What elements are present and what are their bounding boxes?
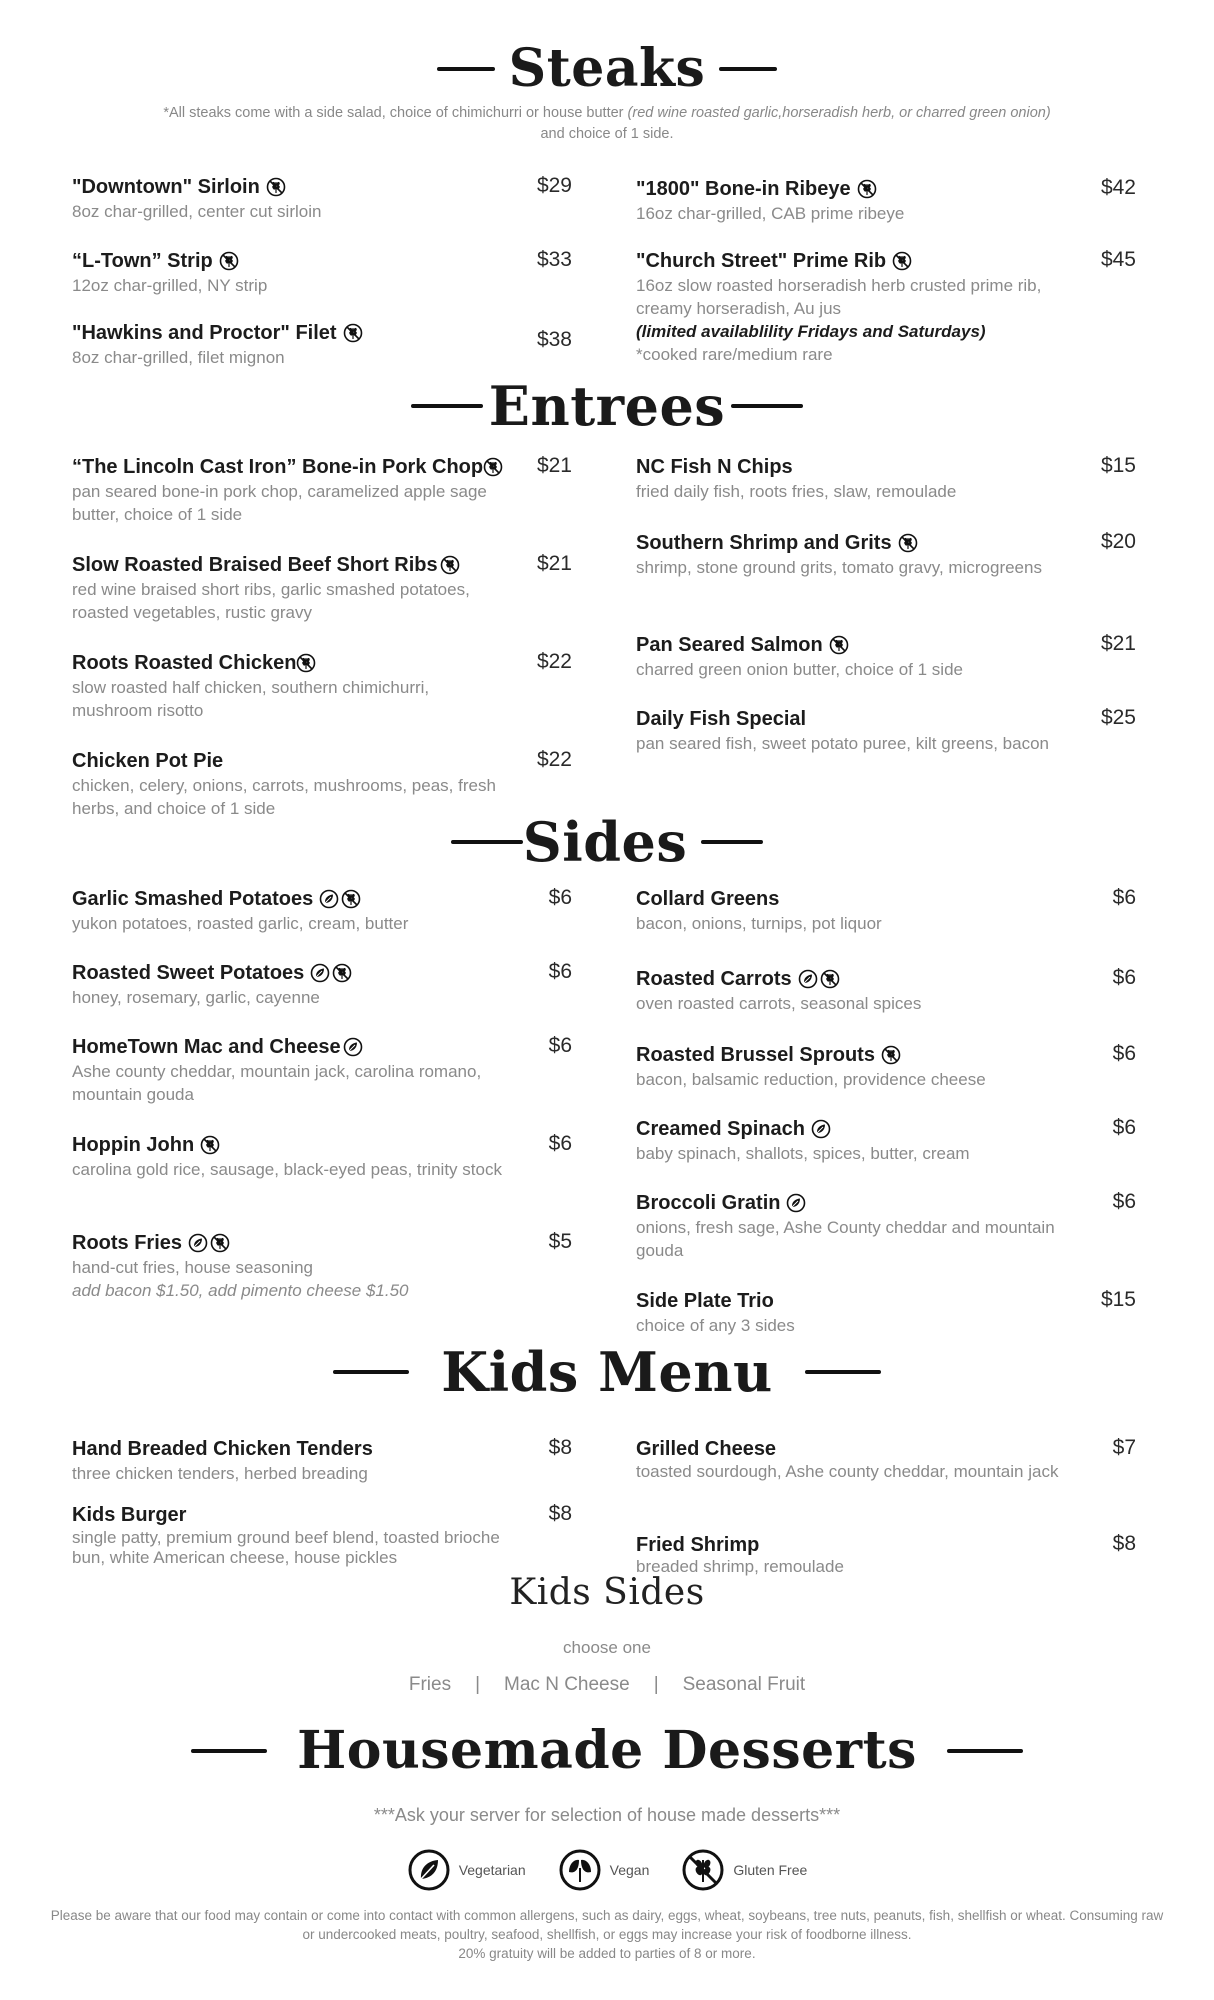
vegetarian-leaf-icon xyxy=(786,1193,806,1213)
item-name: "Hawkins and Proctor" Filet xyxy=(72,322,337,344)
item-name: Roots Fries xyxy=(72,1232,183,1254)
steaks-note-text: *All steaks come with a side salad, choice of chimichurri or house butter xyxy=(163,105,628,121)
gluten-free-icon xyxy=(681,1848,725,1892)
item-description: charred green onion butter, choice of 1 side xyxy=(636,660,963,679)
menu-item xyxy=(72,1502,572,1568)
item-name: Roasted Brussel Sprouts xyxy=(636,1044,875,1066)
item-name: Roots Roasted Chicken xyxy=(72,652,297,674)
item-description: honey, rosemary, garlic, cayenne xyxy=(72,988,320,1007)
gluten-free-icon xyxy=(296,653,316,673)
gluten-free-icon xyxy=(440,555,460,575)
item-name: “L-Town” Strip xyxy=(72,250,213,272)
item-description: bacon, onions, turnips, pot liquor xyxy=(636,914,882,933)
item-name: Daily Fish Special xyxy=(636,708,807,730)
item-name: HomeTown Mac and Cheese xyxy=(72,1036,341,1058)
legend-vegan xyxy=(558,1848,650,1892)
item-description: bacon, balsamic reduction, providence cheese xyxy=(636,1070,986,1089)
menu-item xyxy=(72,1034,572,1106)
header-rule xyxy=(719,67,777,71)
legend-label: Gluten Free xyxy=(733,1862,808,1878)
header-rule xyxy=(333,1370,409,1374)
menu-item xyxy=(72,248,572,297)
header-rule xyxy=(411,404,483,408)
menu-item xyxy=(72,320,572,369)
item-price: $21 xyxy=(536,454,572,477)
item-description: toasted sourdough, Ashe county cheddar, mountain jack xyxy=(636,1462,1059,1481)
legend-gluten-free xyxy=(681,1848,807,1892)
kids-side-option: Mac N Cheese xyxy=(504,1674,630,1695)
item-description: 8oz char-grilled, filet mignon xyxy=(72,348,285,367)
item-price: $5 xyxy=(548,1230,572,1253)
menu-item xyxy=(636,176,1136,225)
kids-sides-subtitle: choose one xyxy=(563,1638,651,1657)
gluten-free-icon xyxy=(857,179,877,199)
item-name: Side Plate Trio xyxy=(636,1290,774,1312)
item-price: $15 xyxy=(1100,1288,1136,1311)
menu-item xyxy=(72,886,572,935)
item-name: Slow Roasted Braised Beef Short Ribs xyxy=(72,554,438,576)
item-name: Garlic Smashed Potatoes xyxy=(72,888,314,910)
menu-item xyxy=(636,1288,1136,1337)
gluten-free-icon xyxy=(892,251,912,271)
menu-item xyxy=(72,174,572,223)
item-price: $6 xyxy=(1112,966,1136,989)
item-cook-note: *cooked rare/medium rare xyxy=(636,345,833,364)
item-name: "Church Street" Prime Rib xyxy=(636,250,887,272)
menu-item xyxy=(72,454,572,526)
item-price: $42 xyxy=(1100,176,1136,199)
gratuity-note: 20% gratuity will be added to parties of 8 or more. xyxy=(458,1946,756,1961)
item-price: $6 xyxy=(548,1132,572,1155)
allergen-disclaimer: Please be aware that our food may contain or come into contact with common allergens, such as dairy, eggs, wheat, soybeans, tree nuts, peanuts, fish, shellfish or wheat. Consuming raw or undercooked meats, poultry, seafood, shellfish, or eggs may increase your risk of foodborne illness. xyxy=(50,1908,1164,1942)
gluten-free-icon xyxy=(898,533,918,553)
item-price: $20 xyxy=(1100,530,1136,553)
kids-menu-title: Kids Menu xyxy=(441,1340,773,1404)
item-description: hand-cut fries, house seasoning xyxy=(72,1258,313,1277)
gluten-free-icon xyxy=(341,889,361,909)
menu-item xyxy=(72,552,572,624)
steaks-note-italic: (red wine roasted garlic,horseradish herb, or charred green onion) xyxy=(627,105,1051,121)
item-price: $45 xyxy=(1100,248,1136,271)
item-description: baby spinach, shallots, spices, butter, cream xyxy=(636,1144,970,1163)
item-price: $6 xyxy=(548,886,572,909)
item-description: slow roasted half chicken, southern chimichurri, mushroom risotto xyxy=(72,678,430,720)
menu-item xyxy=(636,706,1136,755)
item-description: breaded shrimp, remoulade xyxy=(636,1557,844,1576)
item-description: yukon potatoes, roasted garlic, cream, butter xyxy=(72,914,409,933)
item-name: Hand Breaded Chicken Tenders xyxy=(72,1438,373,1460)
legend-label: Vegan xyxy=(609,1862,650,1878)
kids-side-option: Fries xyxy=(408,1674,452,1695)
menu-item xyxy=(636,248,1136,366)
menu-item xyxy=(72,960,572,1009)
item-availability-note: (limited availablility Fridays and Saturdays) xyxy=(636,322,986,341)
item-name: Fried Shrimp xyxy=(636,1534,760,1556)
item-price: $15 xyxy=(1100,454,1136,477)
vegan-leaf-icon xyxy=(558,1848,602,1892)
menu-item xyxy=(72,650,572,722)
vegetarian-leaf-icon xyxy=(310,963,330,983)
vegetarian-leaf-icon xyxy=(319,889,339,909)
item-price: $21 xyxy=(536,552,572,575)
vegetarian-leaf-icon xyxy=(811,1119,831,1139)
legend-vegetarian xyxy=(407,1848,526,1892)
kids-side-option: Seasonal Fruit xyxy=(682,1674,806,1695)
item-price: $29 xyxy=(536,174,572,197)
item-description: 16oz char-grilled, CAB prime ribeye xyxy=(636,204,905,223)
item-description: Ashe county cheddar, mountain jack, carolina romano, mountain gouda xyxy=(72,1062,482,1104)
desserts-header xyxy=(0,1720,1214,1781)
item-name: Kids Burger xyxy=(72,1504,187,1526)
gluten-free-icon xyxy=(266,177,286,197)
separator: | xyxy=(475,1674,481,1695)
dietary-legend xyxy=(0,1848,1214,1892)
vegetarian-leaf-icon xyxy=(407,1848,451,1892)
item-price: $22 xyxy=(536,748,572,771)
menu-item xyxy=(72,1436,572,1485)
item-name: "1800" Bone-in Ribeye xyxy=(636,178,851,200)
kids-menu-header xyxy=(0,1340,1214,1404)
steaks-title: Steaks xyxy=(508,38,706,99)
item-description: pan seared fish, sweet potato puree, kilt greens, bacon xyxy=(636,734,1049,753)
menu-item xyxy=(636,966,1136,1015)
item-price: $25 xyxy=(1100,706,1136,729)
item-description: 12oz char-grilled, NY strip xyxy=(72,276,268,295)
menu-item xyxy=(72,1132,572,1181)
item-price: $6 xyxy=(1112,1116,1136,1139)
item-price: $33 xyxy=(536,248,572,271)
item-description: 8oz char-grilled, center cut sirloin xyxy=(72,202,322,221)
header-rule xyxy=(437,67,495,71)
item-name: Pan Seared Salmon xyxy=(636,634,823,656)
item-description: red wine braised short ribs, garlic smashed potatoes, roasted vegetables, rustic gravy xyxy=(72,580,470,622)
item-description: pan seared bone-in pork chop, caramelized apple sage butter, choice of 1 side xyxy=(72,482,487,524)
item-price: $6 xyxy=(548,1034,572,1057)
gluten-free-icon xyxy=(881,1045,901,1065)
item-name: Chicken Pot Pie xyxy=(72,750,224,772)
item-price: $22 xyxy=(536,650,572,673)
menu-item xyxy=(636,1042,1136,1091)
header-rule xyxy=(805,1370,881,1374)
item-price: $8 xyxy=(548,1436,572,1459)
header-rule xyxy=(731,404,803,408)
menu-item xyxy=(636,1116,1136,1165)
item-description: chicken, celery, onions, carrots, mushrooms, peas, fresh herbs, and choice of 1 side xyxy=(72,776,496,818)
item-price: $8 xyxy=(548,1502,572,1525)
sides-title: Sides xyxy=(522,810,688,874)
kids-sides-options xyxy=(0,1674,1214,1696)
entrees-header xyxy=(0,374,1214,438)
header-rule xyxy=(701,840,763,844)
vegetarian-leaf-icon xyxy=(798,969,818,989)
header-rule xyxy=(947,1749,1023,1753)
item-name: NC Fish N Chips xyxy=(636,456,793,478)
item-price: $6 xyxy=(1112,886,1136,909)
item-description: carolina gold rice, sausage, black-eyed peas, trinity stock xyxy=(72,1160,502,1179)
item-name: Broccoli Gratin xyxy=(636,1192,781,1214)
kids-sides-title: Kids Sides xyxy=(509,1572,705,1613)
separator: | xyxy=(653,1674,659,1695)
item-price: $38 xyxy=(536,328,572,351)
menu-item xyxy=(636,1532,1136,1576)
item-name: "Downtown" Sirloin xyxy=(72,176,260,198)
item-price: $7 xyxy=(1112,1436,1136,1459)
menu-item xyxy=(636,530,1136,579)
menu-item xyxy=(636,632,1136,681)
gluten-free-icon xyxy=(820,969,840,989)
menu-item xyxy=(636,454,1136,503)
gluten-free-icon xyxy=(483,457,503,477)
item-description: single patty, premium ground beef blend, toasted brioche bun, white American cheese, house pickles xyxy=(72,1528,500,1567)
gluten-free-icon xyxy=(829,635,849,655)
steaks-header xyxy=(0,38,1214,99)
item-name: Roasted Carrots xyxy=(636,968,792,990)
item-price: $6 xyxy=(548,960,572,983)
menu-item xyxy=(636,1190,1136,1262)
desserts-note: ***Ask your server for selection of house made desserts*** xyxy=(373,1805,841,1825)
legend-label: Vegetarian xyxy=(458,1862,526,1878)
gluten-free-icon xyxy=(200,1135,220,1155)
header-rule xyxy=(191,1749,267,1753)
item-description: onions, fresh sage, Ashe County cheddar and mountain gouda xyxy=(636,1218,1055,1260)
item-name: Hoppin John xyxy=(72,1134,195,1156)
item-description: fried daily fish, roots fries, slaw, remoulade xyxy=(636,482,957,501)
gluten-free-icon xyxy=(343,323,363,343)
steaks-note xyxy=(150,103,1064,145)
item-description: shrimp, stone ground grits, tomato gravy, microgreens xyxy=(636,558,1042,577)
item-description: 16oz slow roasted horseradish herb crusted prime rib, creamy horseradish, Au jus xyxy=(636,276,1042,318)
item-description: choice of any 3 sides xyxy=(636,1316,795,1335)
item-description: oven roasted carrots, seasonal spices xyxy=(636,994,922,1013)
vegetarian-leaf-icon xyxy=(188,1233,208,1253)
menu-item xyxy=(636,1436,1136,1482)
gluten-free-icon xyxy=(210,1233,230,1253)
item-add-on-note: add bacon $1.50, add pimento cheese $1.50 xyxy=(72,1281,409,1300)
entrees-title: Entrees xyxy=(488,374,726,438)
item-price: $6 xyxy=(1112,1190,1136,1213)
menu-item xyxy=(72,1230,572,1302)
desserts-title: Housemade Desserts xyxy=(297,1720,917,1781)
vegetarian-leaf-icon xyxy=(343,1037,363,1057)
item-description: three chicken tenders, herbed breading xyxy=(72,1464,368,1483)
item-price: $21 xyxy=(1100,632,1136,655)
item-name: Grilled Cheese xyxy=(636,1438,777,1460)
item-name: “The Lincoln Cast Iron” Bone-in Pork Chop xyxy=(72,456,484,478)
item-price: $8 xyxy=(1112,1532,1136,1555)
sides-header xyxy=(0,810,1214,874)
gluten-free-icon xyxy=(332,963,352,983)
steaks-note-end: and choice of 1 side. xyxy=(540,126,674,142)
gluten-free-icon xyxy=(219,251,239,271)
item-name: Creamed Spinach xyxy=(636,1118,805,1140)
item-price: $6 xyxy=(1112,1042,1136,1065)
header-rule xyxy=(451,840,523,844)
item-name: Collard Greens xyxy=(636,888,780,910)
item-name: Southern Shrimp and Grits xyxy=(636,532,892,554)
item-name: Roasted Sweet Potatoes xyxy=(72,962,305,984)
menu-item xyxy=(636,886,1136,935)
